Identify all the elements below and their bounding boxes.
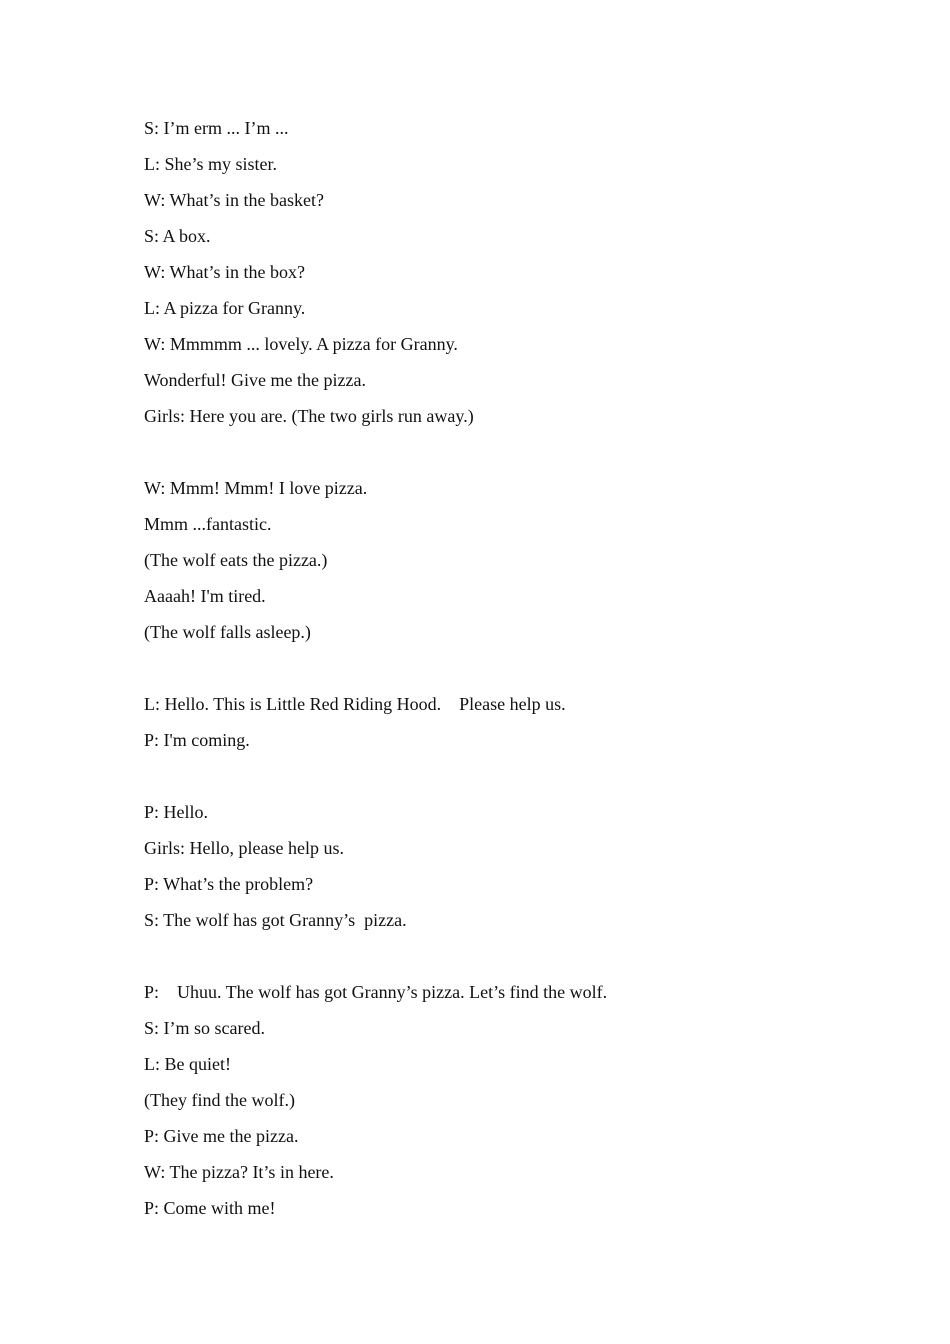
dialogue-line: L: A pizza for Granny. <box>144 298 306 318</box>
dialogue-line: P: What’s the problem? <box>144 874 314 894</box>
dialogue-line: S: I’m so scared. <box>144 1018 265 1038</box>
dialogue-line: L: Hello. This is Little Red Riding Hood. Please help us. <box>144 694 566 714</box>
blank-line <box>144 764 864 800</box>
stage-direction: (The wolf falls asleep.) <box>144 622 311 642</box>
dialogue-line: Girls: Hello, please help us. <box>144 838 344 858</box>
dialogue-line: W: The pizza? It’s in here. <box>144 1162 334 1182</box>
blank-line <box>144 944 864 980</box>
dialogue-line: Mmm ...fantastic. <box>144 514 272 534</box>
dialogue-line: P: Give me the pizza. <box>144 1126 299 1146</box>
dialogue-line: L: She’s my sister. <box>144 154 278 174</box>
dialogue-line: P: Hello. <box>144 802 209 822</box>
dialogue-line: W: Mmmmm ... lovely. A pizza for Granny. <box>144 334 458 354</box>
stage-direction: (The wolf eats the pizza.) <box>144 550 328 570</box>
stage-direction: (They find the wolf.) <box>144 1090 295 1110</box>
dialogue-line: P: I'm coming. <box>144 730 250 750</box>
dialogue-line: Wonderful! Give me the pizza. <box>144 370 366 390</box>
dialogue-line: L: Be quiet! <box>144 1054 231 1074</box>
blank-line <box>144 440 864 476</box>
dialogue-line: S: The wolf has got Granny’s pizza. <box>144 910 407 930</box>
dialogue-line: Aaaah! I'm tired. <box>144 586 266 606</box>
dialogue-line: P: Uhuu. The wolf has got Granny’s pizza. Let’s find the wolf. <box>144 982 608 1002</box>
script-dialogue <box>144 116 864 1232</box>
dialogue-line: S: I’m erm ... I’m ... <box>144 118 289 138</box>
blank-line <box>144 656 864 692</box>
dialogue-line: W: What’s in the box? <box>144 262 305 282</box>
dialogue-line: Girls: Here you are. (The two girls run away.) <box>144 406 474 426</box>
dialogue-line: W: Mmm! Mmm! I love pizza. <box>144 478 368 498</box>
dialogue-line: W: What’s in the basket? <box>144 190 324 210</box>
dialogue-line: P: Come with me! <box>144 1198 276 1218</box>
dialogue-line: S: A box. <box>144 226 211 246</box>
